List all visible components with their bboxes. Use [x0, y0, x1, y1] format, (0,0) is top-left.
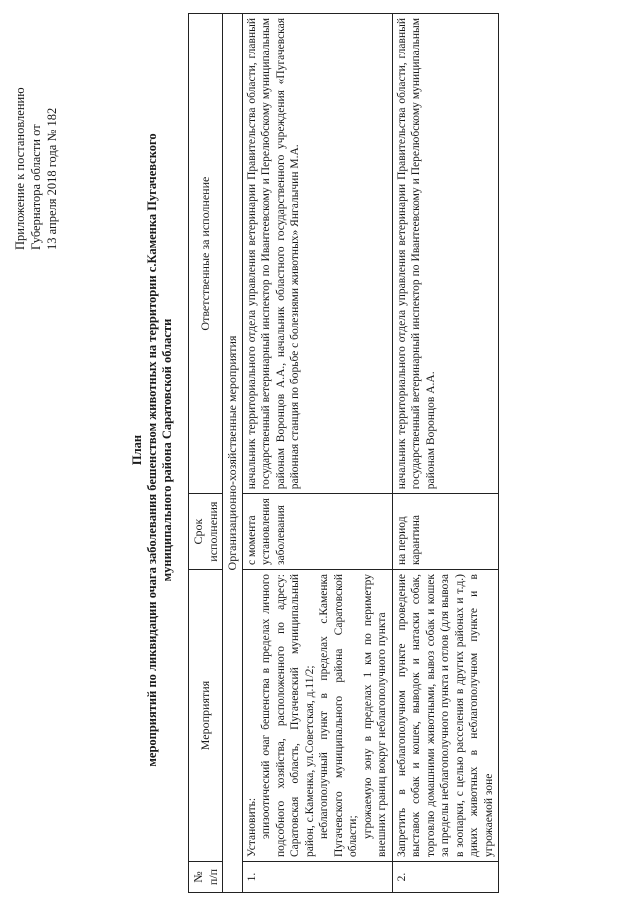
appendix-line-3: 13 апреля 2018 года № 182: [45, 107, 59, 250]
row-responsible: начальник территориального отдела управления ветеринарии Правительства области, главный государственный ветеринарный инспектор по Ивантеевскому и Перелюбскому муниципальным районам Воронцов А.А., начальник областного государственного учреждения «Пугачевская районная станция по борьбе с болезнями животных» Янгалычин М.А.: [242, 14, 392, 494]
table-header-row: [189, 14, 223, 893]
plan-title-line-1: мероприятий по ликвидации очага заболевания бешенством животных на территории с.Каменка Пугачевского: [145, 133, 159, 767]
table-row: [242, 14, 392, 893]
header-num: № п/п: [189, 862, 223, 893]
row-term: с момента установления заболевания: [242, 494, 392, 570]
appendix-note: [12, 20, 60, 250]
row-term: на период карантина: [392, 494, 499, 570]
activity-intro: Установить:: [245, 797, 258, 857]
plan-title-line-2: муниципального района Саратовской области: [160, 318, 174, 582]
row-activity: [392, 570, 499, 862]
appendix-line-2: Губернатора области от: [29, 124, 43, 250]
plan-table: [188, 13, 499, 893]
row-activity: [242, 570, 392, 862]
header-activity: Мероприятия: [189, 570, 223, 862]
section-title: Организационно-хозяйственные мероприятия: [223, 14, 243, 893]
row-number: 2.: [392, 862, 499, 893]
row-responsible: начальник территориального отдела управления ветеринарии Правительства области, главный государственный ветеринарный инспектор по Ивантеевскому и Перелюбскому муниципальным районам Воронцов А.А.: [392, 14, 499, 494]
row-number: 1.: [242, 862, 392, 893]
header-responsible: Ответственные за исполнение: [189, 14, 223, 494]
activity-paragraph: угрожаемую зону в пределах 1 км по периметру внешних границ вокруг неблагополучного пункта: [361, 574, 388, 857]
activity-paragraph: Запретить в неблагополучном пункте проведение выставок собак и кошек, выводок и натаски собак, торговлю домашними животными, вывоз собак и кошек за пределы неблагополучного пункта и отлов (для вывоза в зоопарки, с целью расселения в других районах и т.д.) диких животных в неблагополучном пункте и в угрожаемой зоне: [395, 574, 495, 857]
activity-paragraph: эпизоотический очаг бешенства в пределах личного подсобного хозяйства, расположенного по адресу: Саратовская область, Пугачевский муниципальный район, с.Каменка, ул.Советская, д.11/2;: [260, 574, 316, 857]
header-term: Срок исполнения: [189, 494, 223, 570]
table-row: [392, 14, 499, 893]
plan-heading: План: [130, 434, 144, 466]
activity-paragraph: неблагополучный пункт в пределах с.Каменка Пугачевского муниципального района Саратовской области;: [318, 574, 359, 857]
section-row: [223, 14, 243, 893]
plan-title: [130, 35, 175, 865]
appendix-line-1: Приложение к постановлению: [13, 87, 27, 250]
